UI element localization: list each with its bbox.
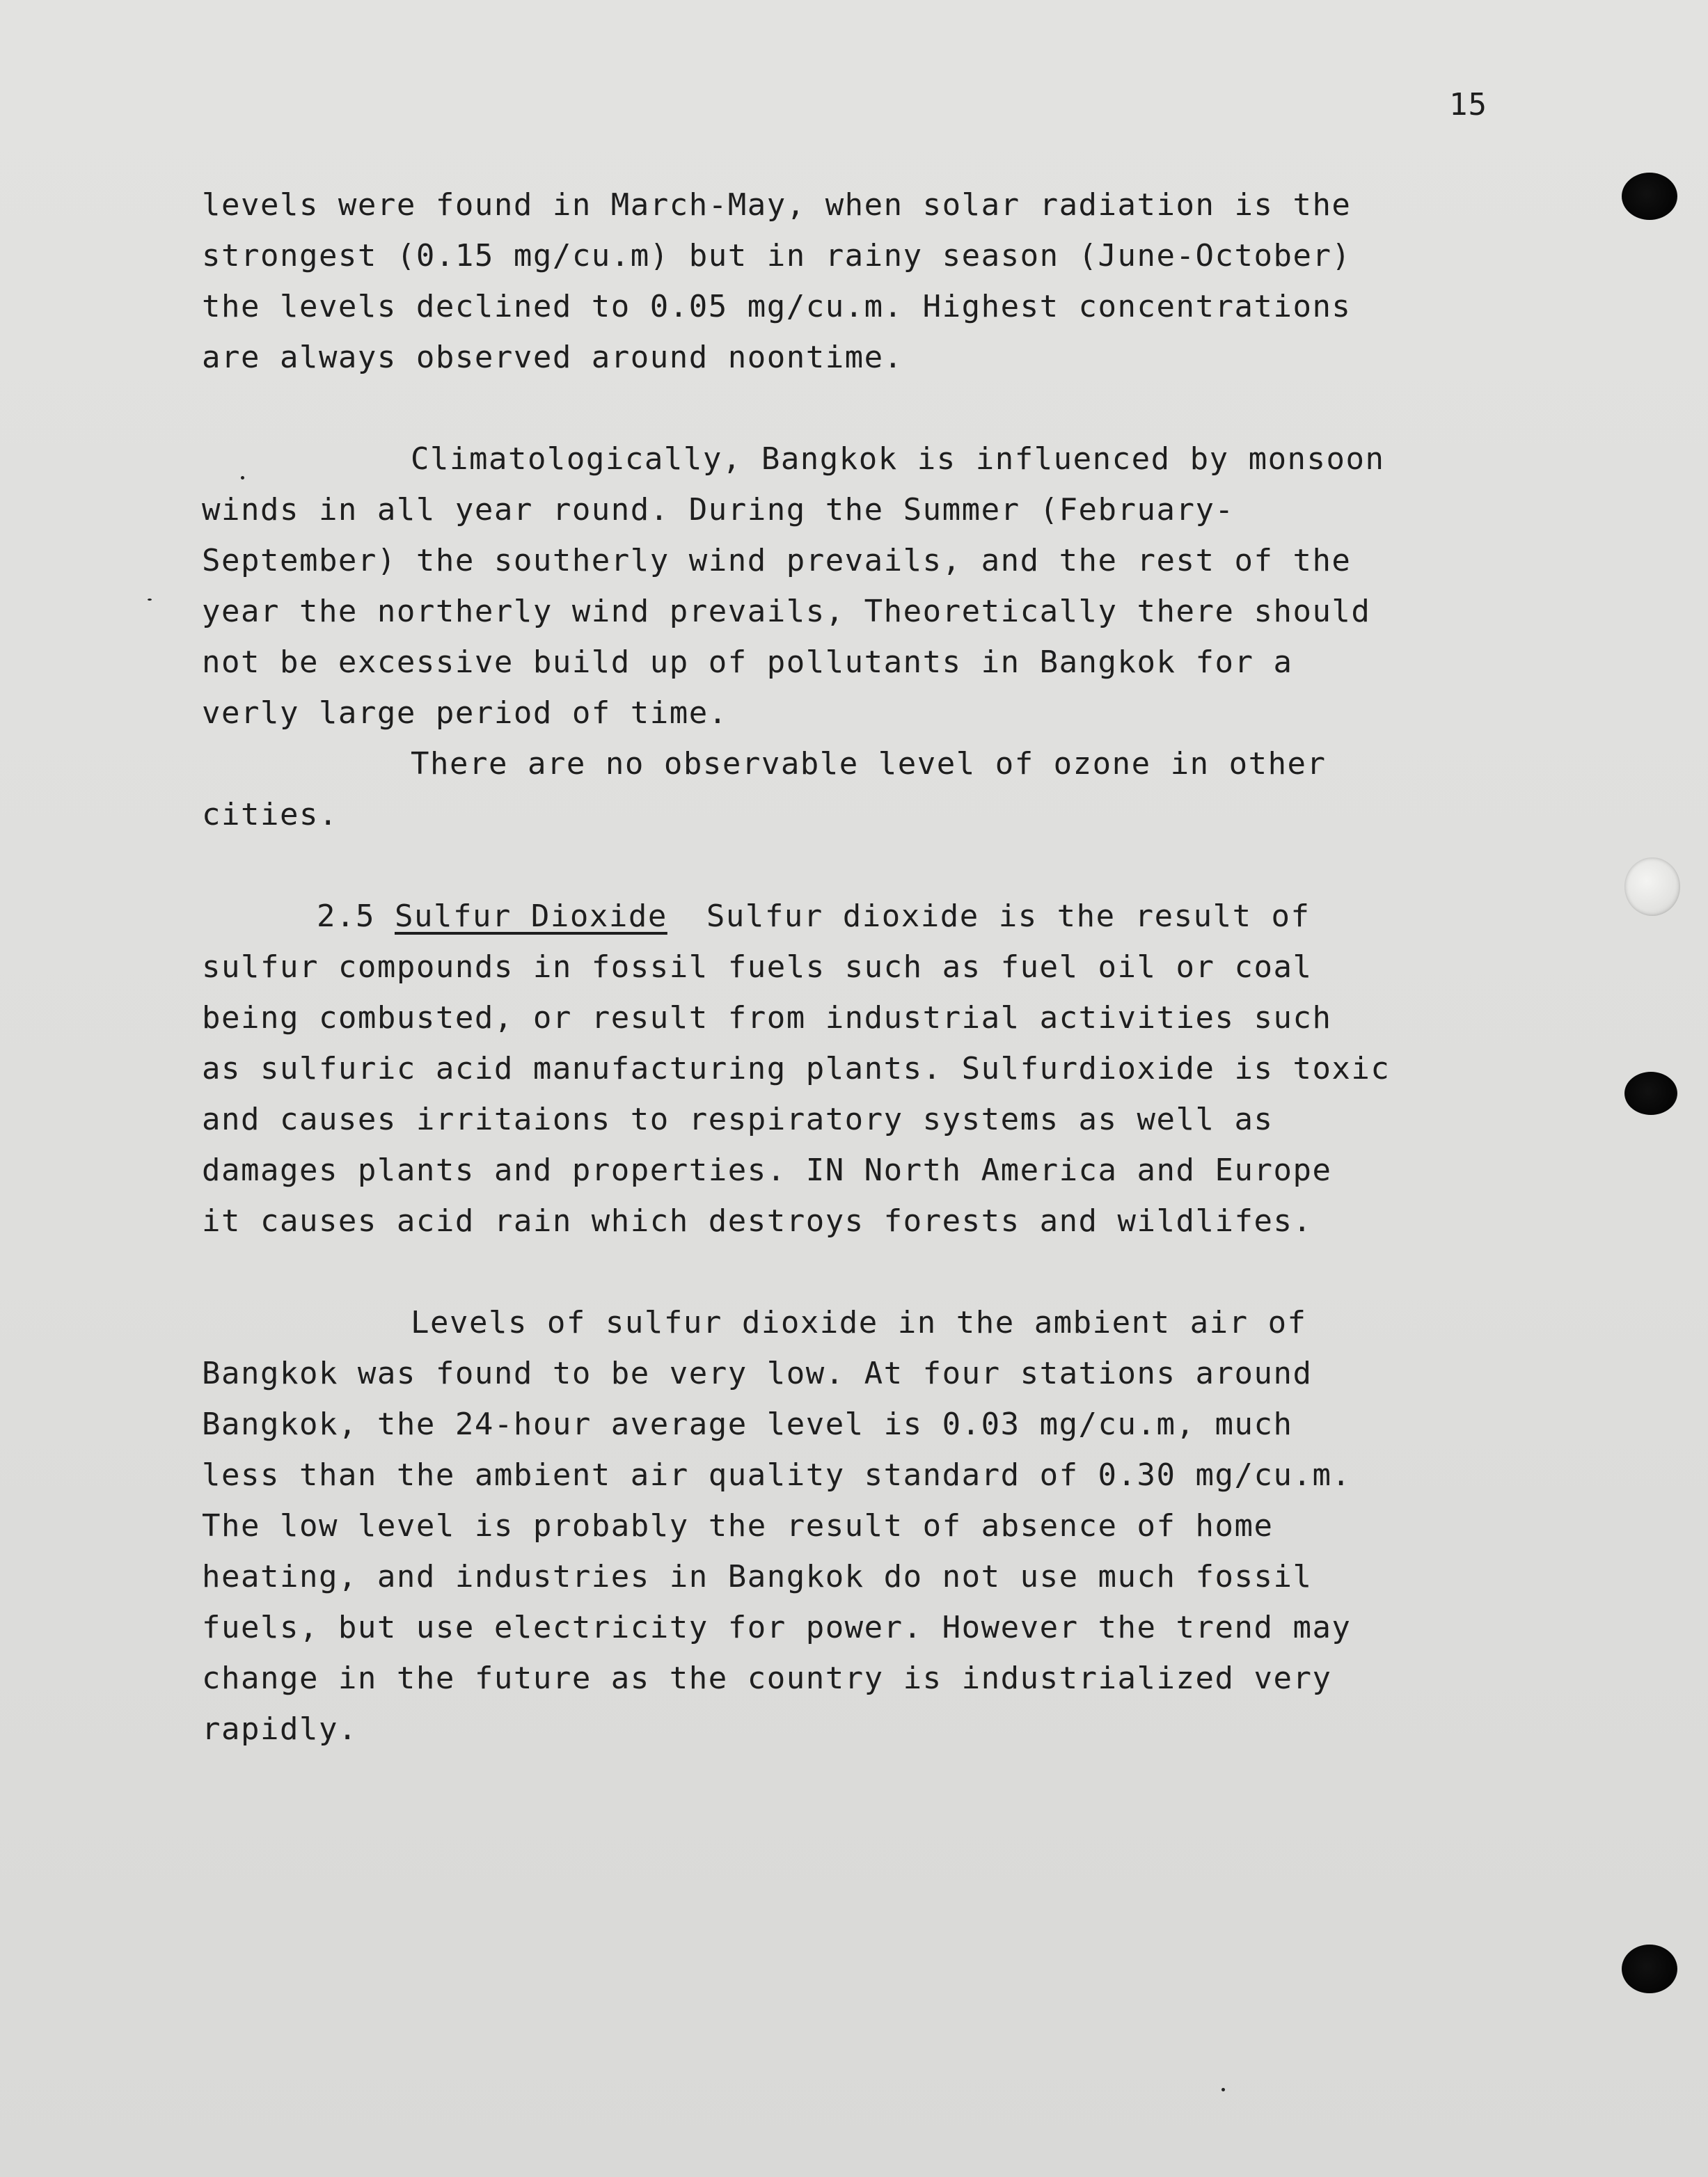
paragraph-ozone-other-cities (202, 738, 1496, 840)
text-line: Bangkok, the 24-hour average level is 0.03 mg/cu.m, much (202, 1407, 1293, 1442)
speck-mark (148, 599, 152, 601)
text-line: damages plants and properties. IN North America and Europe (202, 1153, 1332, 1188)
text-line: cities. (202, 797, 338, 832)
text-line: strongest (0.15 mg/cu.m) but in rainy season (June-October) (202, 238, 1352, 274)
text-line: Levels of sulfur dioxide in the ambient air of (411, 1305, 1307, 1340)
text-line: sulfur compounds in fossil fuels such as fuel oil or coal (202, 949, 1313, 985)
page-number: 15 (1449, 87, 1487, 122)
text-line: winds in all year round. During the Summer (February- (202, 492, 1235, 528)
binder-hole-icon (1624, 1072, 1677, 1115)
section-title: Sulfur Dioxide (394, 898, 667, 934)
text-line: year the northerly wind prevails, Theoretically there should (202, 594, 1371, 629)
text-line: The low level is probably the result of absence of home (202, 1508, 1274, 1544)
text-line: and causes irritaions to respiratory systems as well as (202, 1102, 1274, 1137)
section-sulfur-dioxide (202, 891, 1496, 1246)
text-line: the levels declined to 0.05 mg/cu.m. Highest concentrations (202, 289, 1352, 324)
text-line: levels were found in March-May, when solar radiation is the (202, 187, 1352, 223)
text-line: Climatologically, Bangkok is influenced by monsoon (411, 441, 1385, 477)
section-number: 2.5 (317, 898, 375, 934)
text-line: fuels, but use electricity for power. However the trend may (202, 1610, 1352, 1645)
binder-hole-icon (1622, 1945, 1677, 1993)
paragraph-climatology (202, 434, 1496, 738)
text-line: heating, and industries in Bangkok do not use much fossil (202, 1559, 1313, 1594)
text-line: not be excessive build up of pollutants in Bangkok for a (202, 644, 1293, 680)
text-line: verly large period of time. (202, 695, 728, 731)
section-heading-line (202, 891, 1496, 942)
text-line: are always observed around noontime. (202, 340, 903, 375)
section-first-line: Sulfur dioxide is the result of (706, 898, 1311, 934)
text-line: rapidly. (202, 1711, 358, 1747)
speck-mark (241, 476, 244, 480)
binder-hole-icon (1622, 173, 1677, 220)
speck-mark (1221, 2088, 1225, 2091)
binder-hole-icon (1624, 857, 1680, 916)
text-line: Bangkok was found to be very low. At four stations around (202, 1356, 1313, 1391)
text-line: change in the future as the country is industrialized very (202, 1661, 1332, 1696)
text-line: September) the southerly wind prevails, and the rest of the (202, 543, 1352, 578)
text-line: less than the ambient air quality standard of 0.30 mg/cu.m. (202, 1457, 1352, 1493)
text-line: being combusted, or result from industrial activities such (202, 1000, 1332, 1036)
paragraph-ozone-levels (202, 180, 1496, 383)
text-line: as sulfuric acid manufacturing plants. Sulfurdioxide is toxic (202, 1051, 1391, 1086)
body-text (202, 180, 1496, 1755)
text-line: There are no observable level of ozone in other (411, 746, 1327, 782)
text-line: it causes acid rain which destroys forests and wildlifes. (202, 1203, 1313, 1239)
paragraph-sulfur-levels (202, 1297, 1496, 1755)
